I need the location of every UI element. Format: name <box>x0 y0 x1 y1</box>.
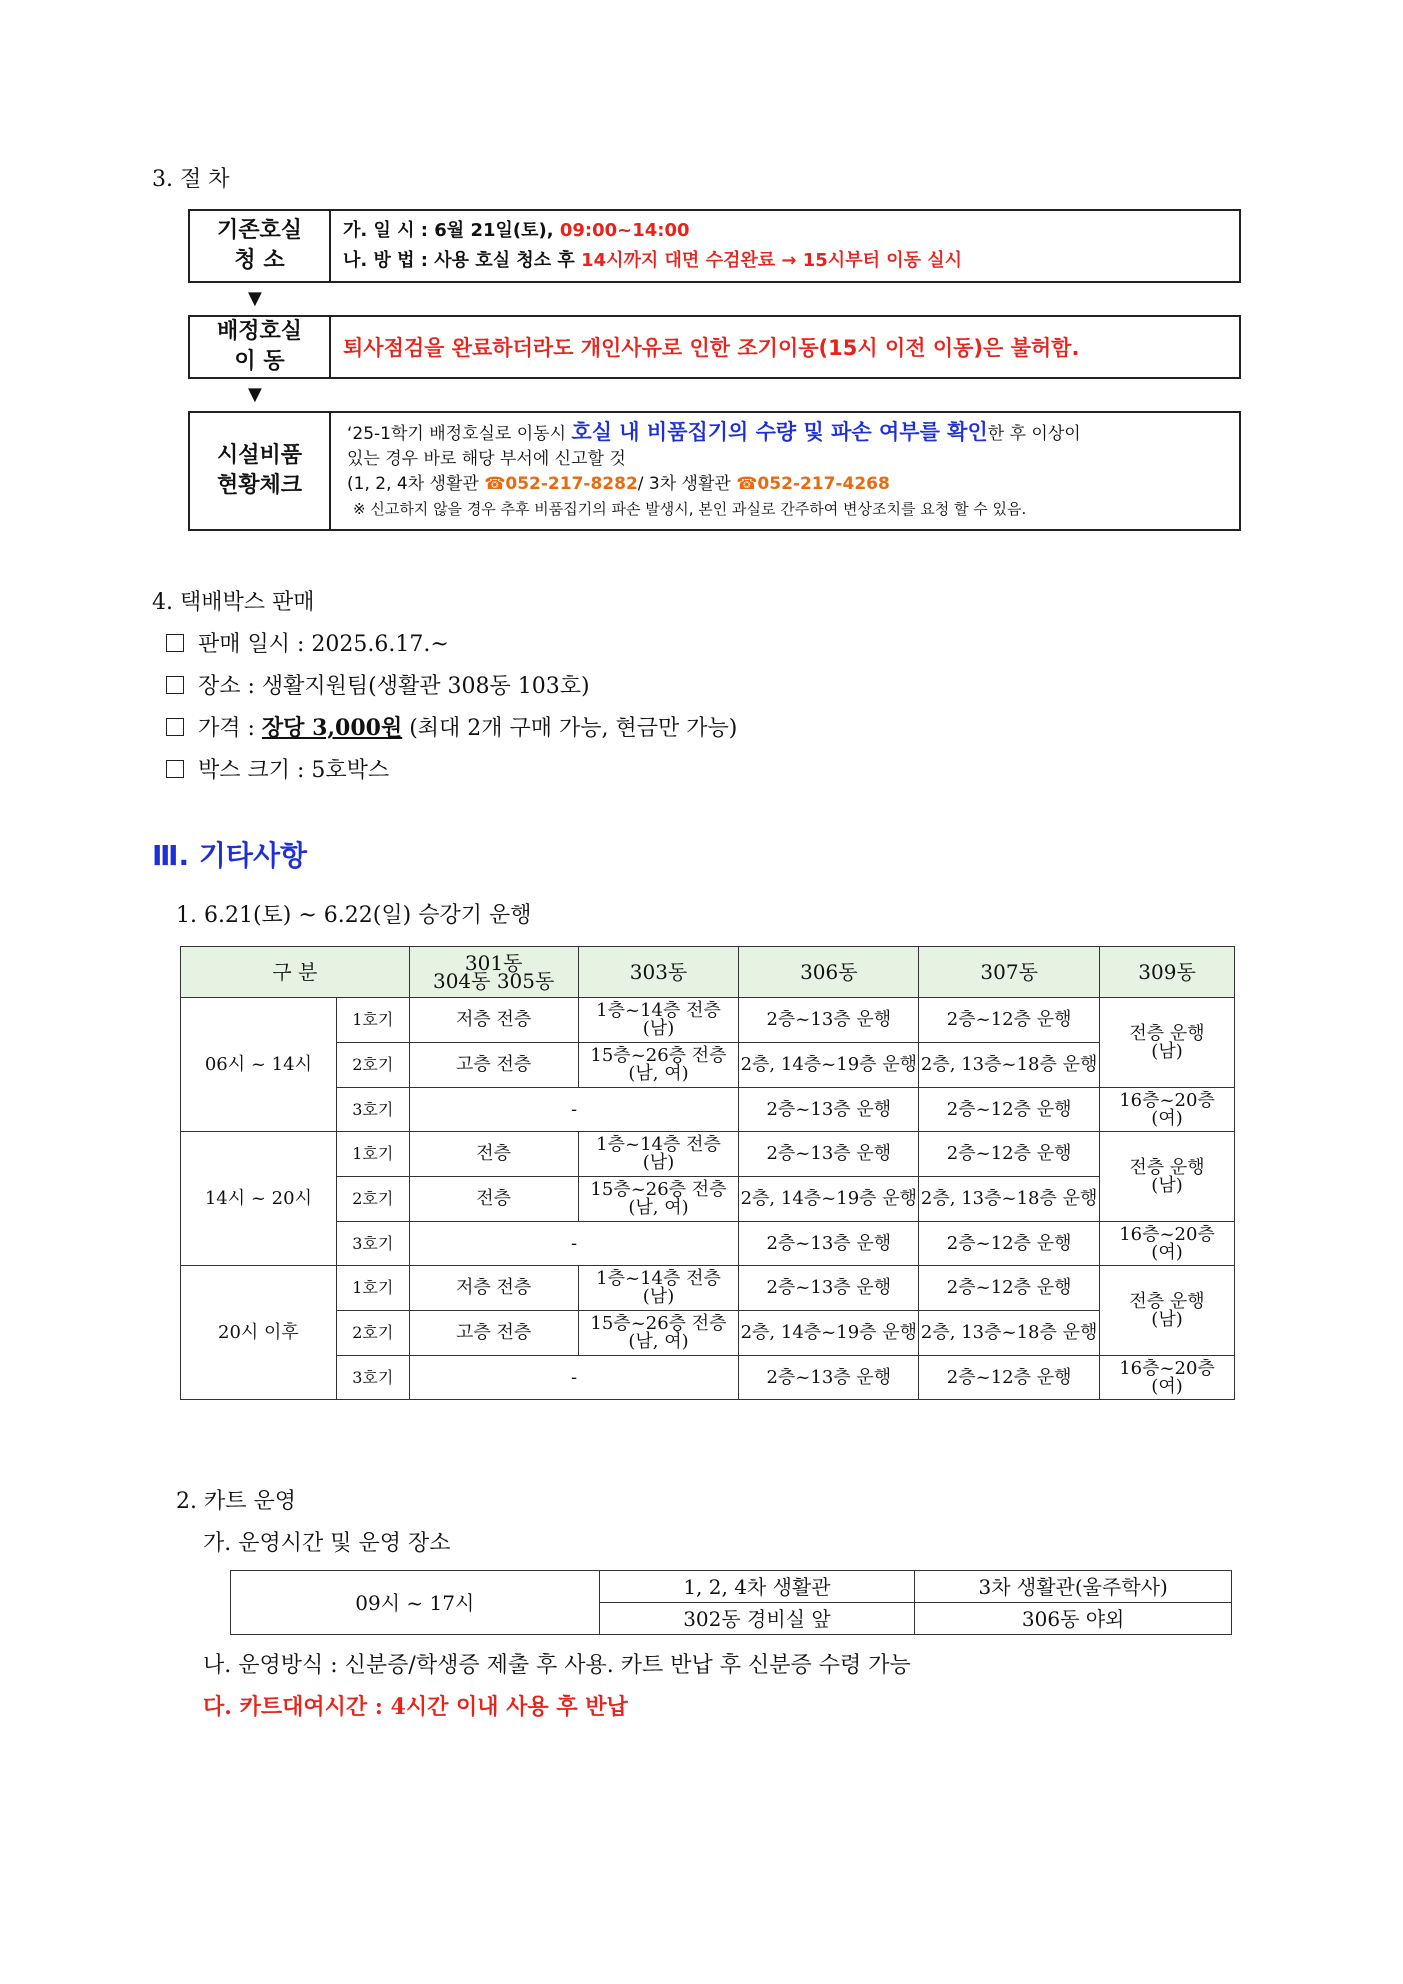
header-303: 303동 <box>578 947 739 998</box>
cart-subtitle-c: 다. 카트대여시간 : 4시간 이내 사용 후 반납 <box>203 1694 628 1720</box>
cart-title: 2. 카트 운영 <box>176 1489 296 1514</box>
section3-title: 3. 절 차 <box>152 167 230 192</box>
cart-table <box>230 1570 1232 1635</box>
section4-title: 4. 택배박스 판매 <box>152 590 315 615</box>
time-cell: 20시 이후 <box>181 1266 337 1400</box>
checkbox-icon <box>166 676 184 694</box>
facility-note: ※ 신고하지 않을 경우 추후 비품집기의 파손 발생시, 본인 과실로 간주하여 변상조치를 요청 할 수 있음. <box>353 500 1027 518</box>
phone-number-1: ☎052-217-8282 <box>484 474 638 494</box>
elevator-table <box>180 946 1235 1400</box>
header-307: 307동 <box>919 947 1100 998</box>
down-arrow-icon: ▼ <box>248 384 262 405</box>
table-row: 3호기 - 2층~13층 운행 2층~12층 운행 16층~20층 (여) <box>181 1356 1235 1400</box>
cart-subtitle-b: 나. 운영방식 : 신분증/학생증 제출 후 사용. 카트 반납 후 신분증 수령 가능 <box>203 1653 911 1678</box>
procedure-box-move <box>188 315 1241 379</box>
procedure-label-move: 배정호실 이 동 <box>190 317 331 377</box>
cleaning-time-line: 가. 일 시 : 6월 21일(토), 09:00~14:00 <box>343 220 690 241</box>
table-row: 14시 ~ 20시 1호기 전층 1층~14층 전층 (남) 2층~13층 운행 2층~12층 운행 전층 운행 (남) <box>181 1132 1235 1177</box>
box-size-item: 박스 크기 : 5호박스 <box>166 753 389 784</box>
sale-date-item: 판매 일시 : 2025.6.17.~ <box>166 627 449 658</box>
cart-subtitle-a: 가. 운영시간 및 운영 장소 <box>203 1531 451 1556</box>
table-row: 2호기 고층 전층 15층~26층 전층 (남, 여) 2층, 14층~19층 운행 2층, 13층~18층 운행 <box>181 1043 1235 1088</box>
facility-line-1: ‘25-1학기 배정호실로 이동시 호실 내 비품집기의 수량 및 파손 여부를 확인한 후 이상이 <box>347 420 1081 444</box>
phone-number-2: ☎052-217-4268 <box>736 474 890 494</box>
down-arrow-icon: ▼ <box>248 288 262 309</box>
table-row: 3호기 - 2층~13층 운행 2층~12층 운행 16층~20층 (여) <box>181 1088 1235 1132</box>
elevator-subtitle: 1. 6.21(토) ~ 6.22(일) 승강기 운행 <box>176 903 532 928</box>
checkbox-icon <box>166 760 184 778</box>
sale-price-item: 가격 : 장당 3,000원 (최대 2개 구매 가능, 현금만 가능) <box>166 711 737 742</box>
time-cell: 06시 ~ 14시 <box>181 998 337 1132</box>
facility-line-3: (1, 2, 4차 생활관 ☎052-217-8282/ 3차 생활관 ☎052-217-4268 <box>347 474 890 494</box>
checkbox-icon <box>166 718 184 736</box>
header-gubun: 구 분 <box>181 947 410 998</box>
facility-line-2: 있는 경우 바로 해당 부서에 신고할 것 <box>347 449 626 469</box>
time-cell: 14시 ~ 20시 <box>181 1132 337 1266</box>
procedure-body-facility <box>331 413 1239 529</box>
cleaning-method-line: 나. 방 법 : 사용 호실 청소 후 14시까지 대면 수검완료 → 15시부터 이동 실시 <box>343 250 963 271</box>
sale-place-item: 장소 : 생활지원팀(생활관 308동 103호) <box>166 669 590 700</box>
procedure-body-cleaning <box>331 211 1239 281</box>
header-301: 301동 304동 305동 <box>409 947 578 998</box>
header-309: 309동 <box>1100 947 1235 998</box>
procedure-label-facility: 시설비품 현황체크 <box>190 413 331 529</box>
table-row: 20시 이후 1호기 저층 전층 1층~14층 전층 (남) 2층~13층 운행 2층~12층 운행 전층 운행 (남) <box>181 1266 1235 1311</box>
cart-col2-header: 3차 생활관(울주학사) <box>915 1571 1232 1603</box>
procedure-box-facility-check <box>188 411 1241 531</box>
procedure-box-cleaning <box>188 209 1241 283</box>
header-306: 306동 <box>739 947 919 998</box>
procedure-label-cleaning: 기존호실 청 소 <box>190 211 331 281</box>
table-row: 2호기 고층 전층 15층~26층 전층 (남, 여) 2층, 14층~19층 운행 2층, 13층~18층 운행 <box>181 1311 1235 1356</box>
procedure-body-move: 퇴사점검을 완료하더라도 개인사유로 인한 조기이동(15시 이전 이동)은 불허함. <box>343 336 1080 360</box>
cart-col1-header: 1, 2, 4차 생활관 <box>599 1571 915 1603</box>
cart-col2-value: 306동 야외 <box>915 1603 1232 1635</box>
cart-col1-value: 302동 경비실 앞 <box>599 1603 915 1635</box>
table-row: 3호기 - 2층~13층 운행 2층~12층 운행 16층~20층 (여) <box>181 1222 1235 1266</box>
section-etc-title: Ⅲ. 기타사항 <box>152 839 308 872</box>
table-row: 06시 ~ 14시 1호기 저층 전층 1층~14층 전층 (남) 2층~13층 운행 2층~12층 운행 전층 운행 (남) <box>181 998 1235 1043</box>
cart-time-cell: 09시 ~ 17시 <box>231 1571 600 1635</box>
checkbox-icon <box>166 634 184 652</box>
table-row: 2호기 전층 15층~26층 전층 (남, 여) 2층, 14층~19층 운행 2층, 13층~18층 운행 <box>181 1177 1235 1222</box>
